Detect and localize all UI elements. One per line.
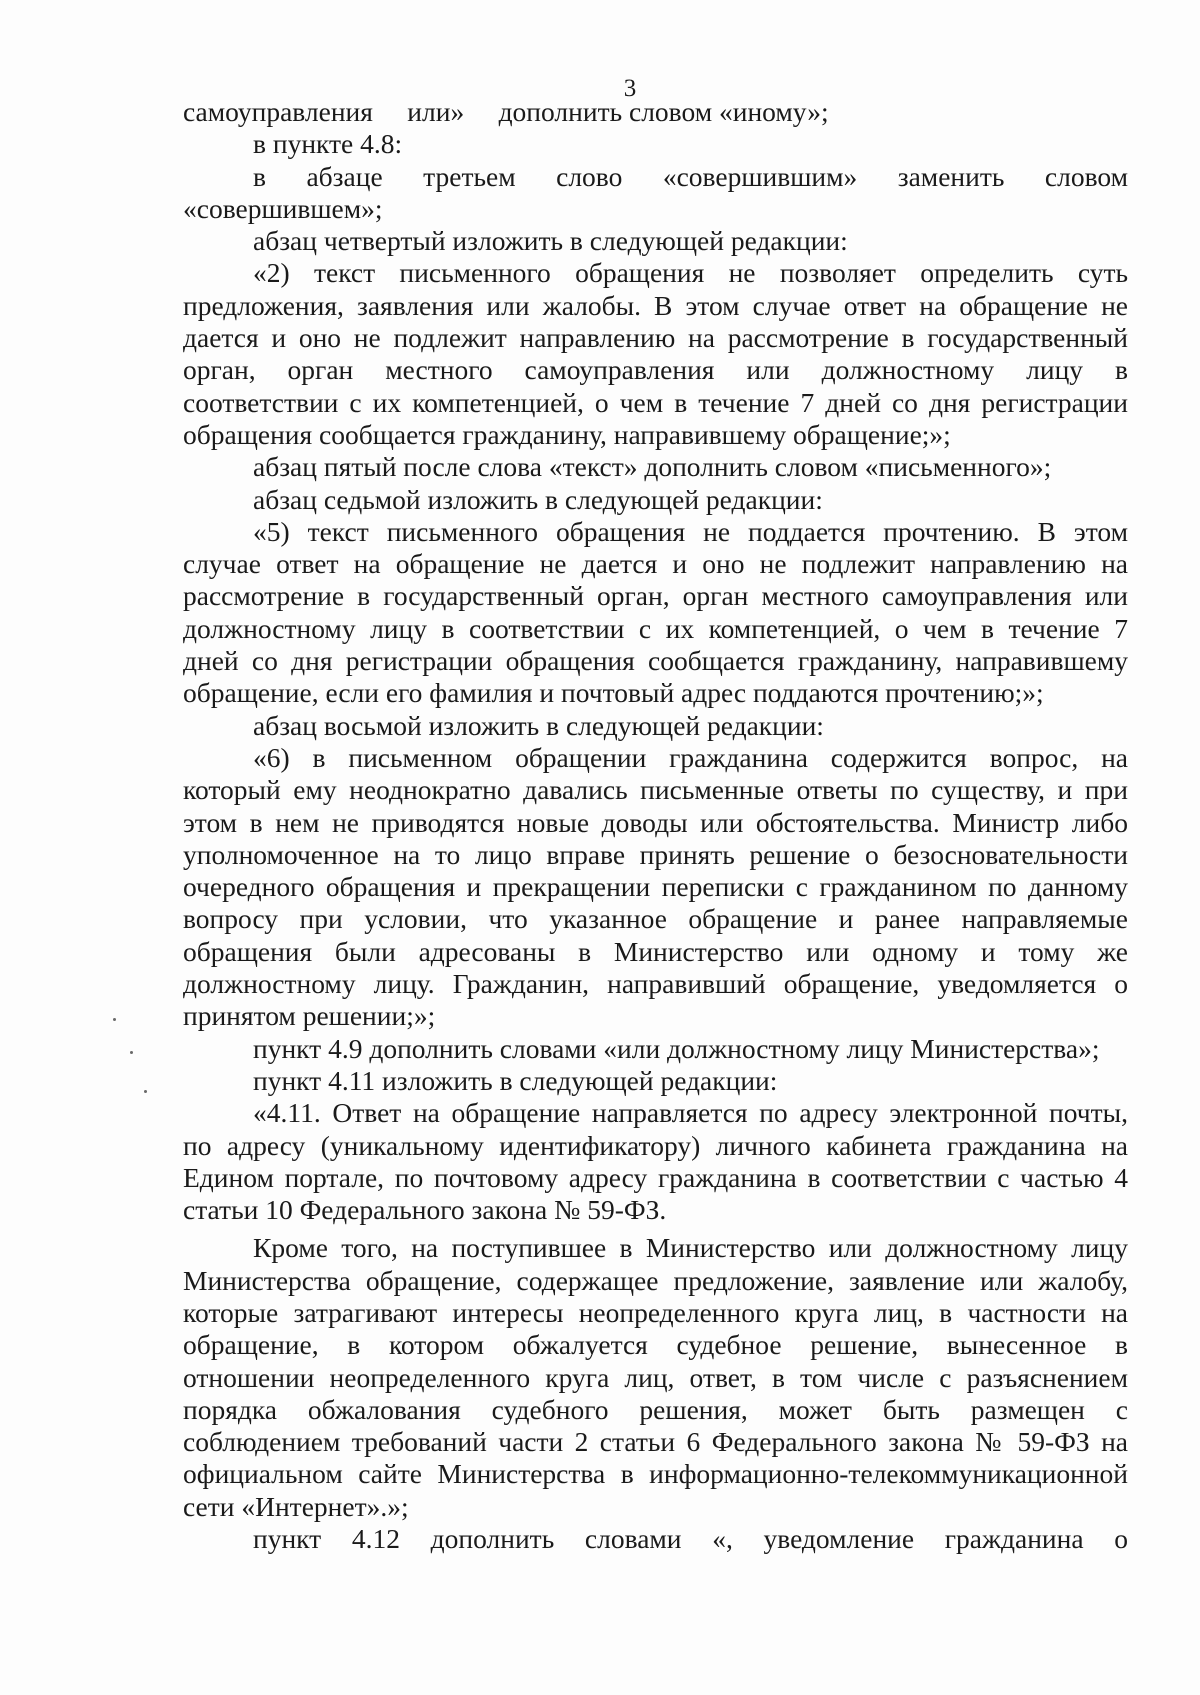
document-body [183,96,1128,1555]
text-line: пункт 4.11 изложить в следующей редакции: [253,1064,778,1096]
text-line: «4.11. Ответ на обращение направляется по адресу электронной почты, [253,1097,1128,1129]
text-line: сети «Интернет».»; [183,1490,409,1522]
text-line: официальном сайте Министерства в информационно-телекоммуникационной [183,1458,1128,1490]
text-line: предложения, заявления или жалобы. В этом случае ответ на обращение не [183,289,1128,321]
text-line: соблюдением требований части 2 статьи 6 Федерального закона № 59-ФЗ на [183,1426,1128,1458]
page-number: 3 [623,75,637,102]
text-line: обращения были адресованы в Министерство или одному и тому же [183,935,1128,967]
text-line: обращения сообщается гражданину, направившему обращение;»; [183,418,951,450]
text-line: «2) текст письменного обращения не позволяет определить суть [253,257,1128,289]
text-line: самоуправления или» дополнить словом «иному»; [183,96,829,127]
text-line: вопросу при условии, что указанное обращение и ранее направляемые [183,903,1128,935]
text-line: абзац восьмой изложить в следующей редакции: [253,709,824,741]
text-line: должностному лицу в соответствии с их компетенцией, о чем в течение 7 [183,612,1128,644]
text-line: по адресу (уникальному идентификатору) личного кабинета гражданина на [183,1129,1128,1161]
text-line: обращение, если его фамилия и почтовый адрес поддаются прочтению;»; [183,677,1044,709]
text-line: которые затрагивают интересы неопределенного круга лиц, в частности на [183,1296,1128,1328]
text-line: «5) текст письменного обращения не поддается прочтению. В этом [253,515,1128,547]
scan-speck [144,1090,147,1093]
text-line: Едином портале, по почтовому адресу гражданина в соответствии с частью 4 [183,1161,1128,1193]
text-line: Министерства обращение, содержащее предложение, заявление или жалобу, [183,1264,1128,1296]
text-line: этом в нем не приводятся новые доводы или обстоятельства. Министр либо [183,806,1128,838]
text-line: который ему неоднократно давались письменные ответы по существу, и при [183,774,1128,806]
scan-speck [113,1018,116,1021]
text-line: орган, орган местного самоуправления или должностному лицу в [183,354,1128,386]
scan-speck [130,1051,133,1054]
text-line: уполномоченное на то лицо вправе принять решение о безосновательности [183,838,1128,870]
text-line: случае ответ на обращение не дается и оно не подлежит направлению на [183,548,1128,580]
text-line: «6) в письменном обращении гражданина содержится вопрос, на [253,741,1128,773]
text-line: отношении неопределенного круга лиц, ответ, в том числе с разъяснением [183,1361,1128,1393]
text-line: обращение, в котором обжалуется судебное решение, вынесенное в [183,1329,1128,1361]
text-line: порядка обжалования судебного решения, может быть размещен с [183,1393,1128,1425]
text-line: принятом решении;»; [183,1000,436,1032]
text-line: «совершившем»; [183,192,383,224]
text-line: должностному лицу. Гражданин, направивший обращение, уведомляется о [183,968,1128,1000]
text-line: в пункте 4.8: [253,128,403,160]
text-line: пункт 4.9 дополнить словами «или должностному лицу Министерства»; [253,1032,1100,1064]
text-line: дается и оно не подлежит направлению на рассмотрение в государственный [183,322,1128,354]
text-line: рассмотрение в государственный орган, орган местного самоуправления или [183,580,1128,612]
text-line: абзац четвертый изложить в следующей редакции: [253,225,848,257]
text-line: соответствии с их компетенцией, о чем в течение 7 дней со дня регистрации [183,386,1128,418]
text-line: Кроме того, на поступившее в Министерство или должностному лицу [253,1232,1128,1264]
text-line: абзац седьмой изложить в следующей редакции: [253,483,823,515]
text-line: очередного обращения и прекращении переписки с гражданином по данному [183,871,1128,903]
text-line: абзац пятый после слова «текст» дополнить словом «письменного»; [253,451,1052,483]
text-line: статьи 10 Федерального закона № 59-ФЗ. [183,1194,667,1226]
text-line: в абзаце третьем слово «совершившим» заменить словом [253,160,1128,192]
text-line: дней со дня регистрации обращения сообщается гражданину, направившему [183,645,1128,677]
text-line: пункт 4.12 дополнить словами «, уведомление гражданина о [253,1523,1128,1555]
